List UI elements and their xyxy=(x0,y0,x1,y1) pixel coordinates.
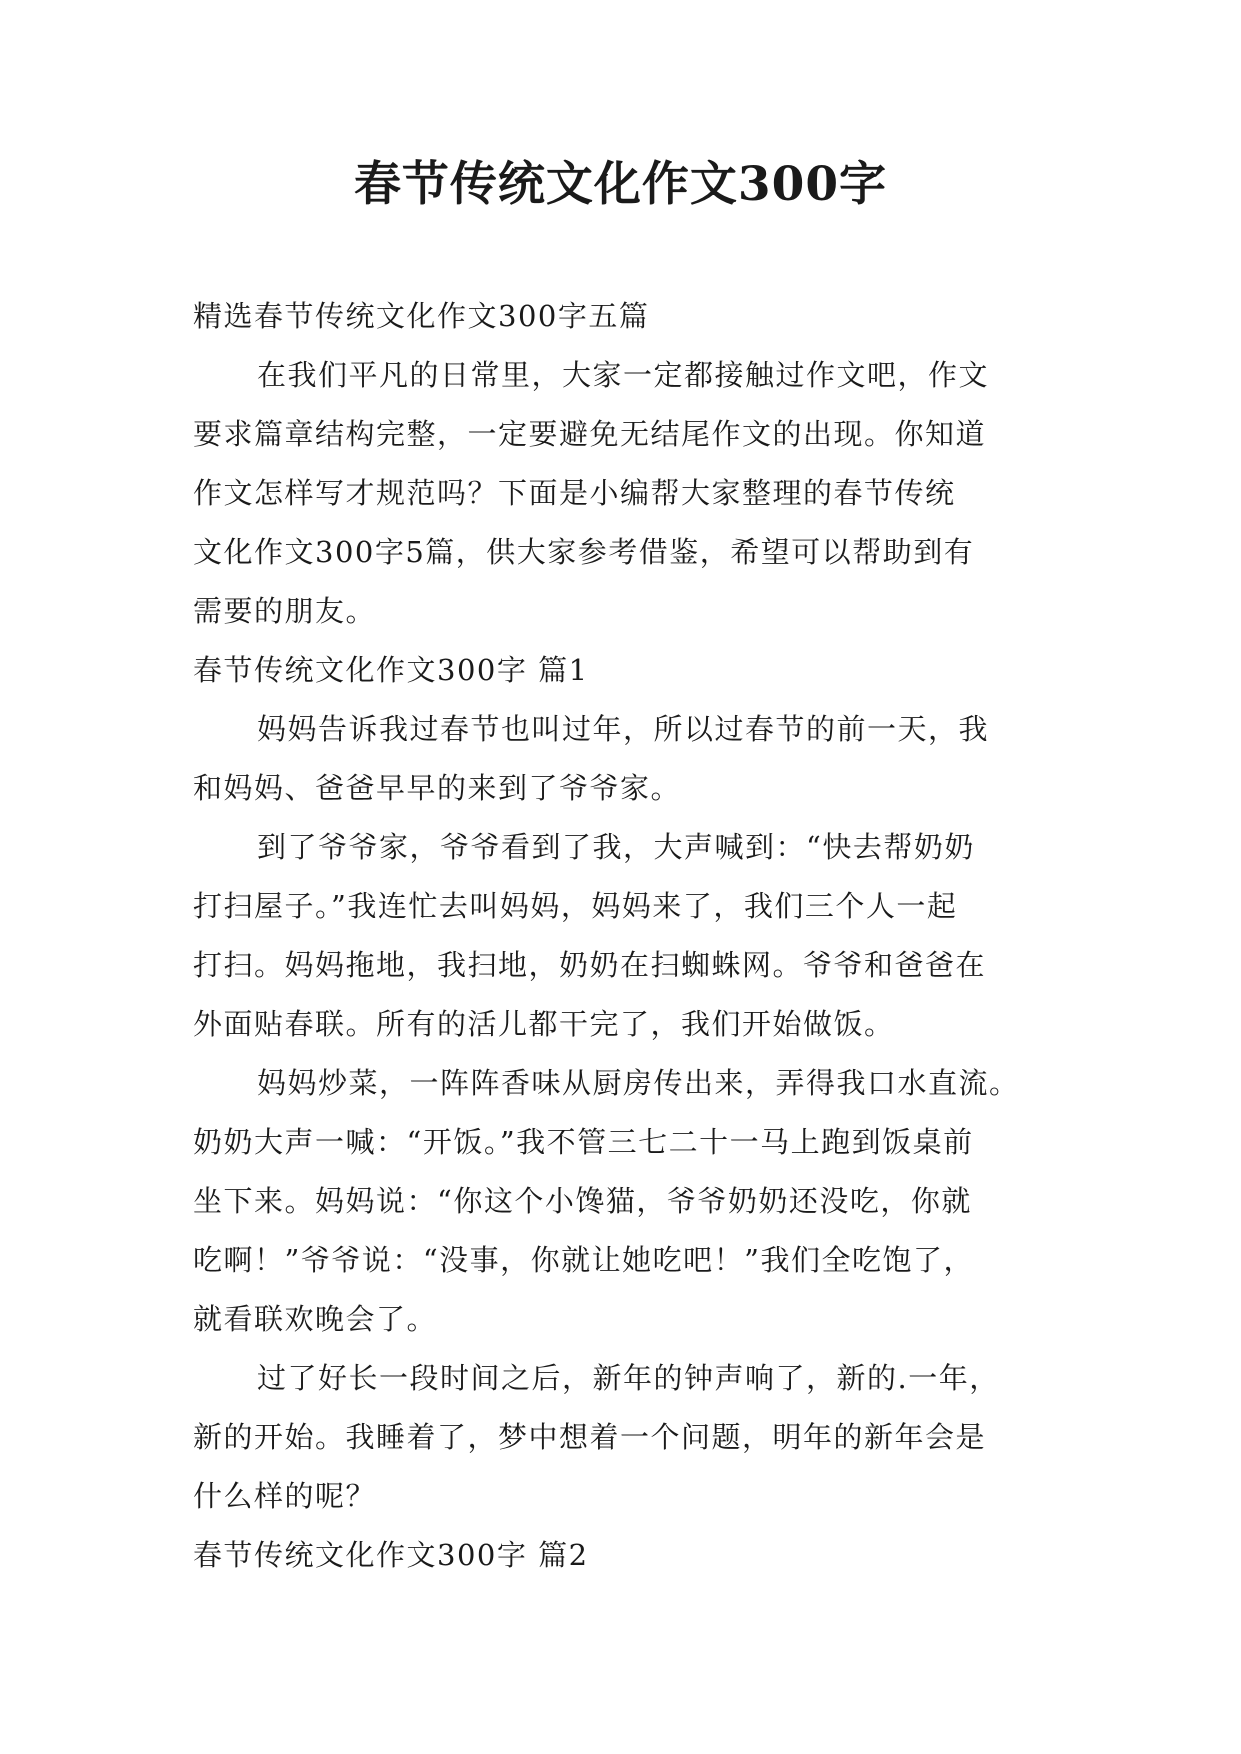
text-line: 妈妈告诉我过春节也叫过年，所以过春节的前一天，我 xyxy=(257,712,990,746)
text-line: 文化作文300字5篇，供大家参考借鉴，希望可以帮助到有 xyxy=(193,535,975,569)
text-line: 到了爷爷家，爷爷看到了我，大声喊到：“快去帮奶奶 xyxy=(257,830,975,864)
text-line: 打扫屋子。”我连忙去叫妈妈，妈妈来了，我们三个人一起 xyxy=(193,889,958,923)
text-line: 春节传统文化作文300字 篇1 xyxy=(193,653,589,687)
text-line: 要求篇章结构完整，一定要避免无结尾作文的出现。你知道 xyxy=(193,417,987,451)
text-line: 外面贴春联。所有的活儿都干完了，我们开始做饭。 xyxy=(193,1007,895,1041)
text-line: 在我们平凡的日常里，大家一定都接触过作文吧，作文 xyxy=(257,358,990,392)
text-line: 春节传统文化作文300字 篇2 xyxy=(193,1538,589,1572)
text-line: 就看联欢晚会了。 xyxy=(193,1302,438,1336)
text-line: 打扫。妈妈拖地，我扫地，奶奶在扫蜘蛛网。爷爷和爸爸在 xyxy=(193,948,987,982)
text-line: 奶奶大声一喊：“开饭。”我不管三七二十一马上跑到饭桌前 xyxy=(193,1125,974,1159)
text-line: 需要的朋友。 xyxy=(193,594,377,628)
text-line: 新的开始。我睡着了，梦中想着一个问题，明年的新年会是 xyxy=(193,1420,987,1454)
text-line: 吃啊！”爷爷说：“没事，你就让她吃吧！”我们全吃饱了， xyxy=(193,1243,974,1277)
text-line: 什么样的呢？ xyxy=(193,1479,377,1513)
text-line: 和妈妈、爸爸早早的来到了爷爷家。 xyxy=(193,771,682,805)
text-line: 妈妈炒菜，一阵阵香味从厨房传出来，弄得我口水直流。 xyxy=(257,1066,1020,1100)
text-line: 坐下来。妈妈说：“你这个小馋猫，爷爷奶奶还没吃，你就 xyxy=(193,1184,972,1218)
document-title: 春节传统文化作文300字 xyxy=(353,157,888,212)
document-body xyxy=(193,287,1059,1585)
text-line: 精选春节传统文化作文300字五篇 xyxy=(193,299,650,333)
text-line: 作文怎样写才规范吗？下面是小编帮大家整理的春节传统 xyxy=(193,476,956,510)
text-line: 过了好长一段时间之后，新年的钟声响了，新的.一年， xyxy=(257,1361,1000,1395)
